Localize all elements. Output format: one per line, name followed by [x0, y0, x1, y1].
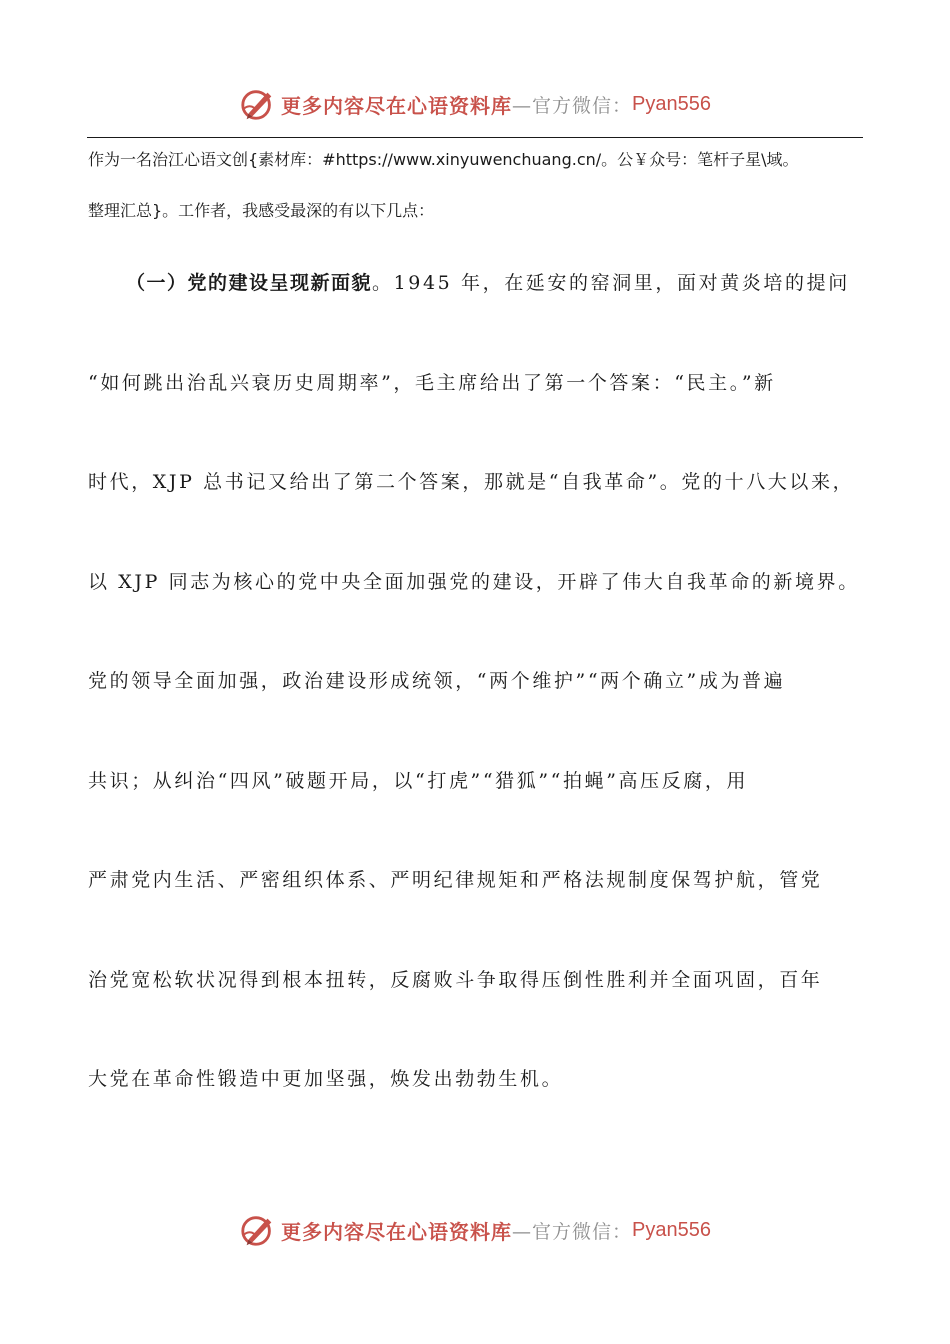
banner-title: 更多内容尽在心语资料库	[281, 1219, 512, 1244]
section-first-line	[126, 268, 878, 295]
section-heading: （一）党的建设呈现新面貌	[126, 272, 373, 294]
section-first-line-text: 。1945 年，在延安的窑洞里，面对黄炎培的提问	[372, 272, 850, 294]
intro-line-1: 作为一名治江心语文创{素材库：#https://www.xinyuwenchuang.cn/。公￥众号：笔杆子星\域。	[88, 150, 799, 169]
paragraph-line: “如何跳出治乱兴衰历史周期率”，毛主席给出了第一个答案：“民主。”新	[88, 372, 776, 394]
banner-title: 更多内容尽在心语资料库	[281, 93, 512, 118]
header-banner	[0, 82, 950, 126]
pen-logo-icon	[239, 1211, 277, 1249]
paragraph-line: 治党宽松软状况得到根本扭转，反腐败斗争取得压倒性胜利并全面巩固，百年	[88, 969, 823, 991]
banner-subtitle: —官方微信：	[512, 1220, 633, 1243]
paragraph-line: 共识；从纠治“四风”破题开局，以“打虎”“猎狐”“拍蝇”高压反腐，用	[88, 770, 749, 792]
banner-wechat-id: Pyan556	[632, 92, 711, 115]
footer-banner	[0, 1208, 950, 1252]
intro-line-2: 整理汇总}。工作者，我感受最深的有以下几点：	[88, 201, 435, 220]
banner-wechat-id: Pyan556	[632, 1218, 711, 1241]
pen-logo-icon	[239, 85, 277, 123]
banner-subtitle: —官方微信：	[512, 94, 633, 117]
header-divider	[87, 137, 863, 138]
paragraph-line: 以 XJP 同志为核心的党中央全面加强党的建设，开辟了伟大自我革命的新境界。	[88, 571, 860, 593]
paragraph-line: 大党在革命性锻造中更加坚强，焕发出勃勃生机。	[88, 1068, 564, 1090]
paragraph-line: 时代，XJP 总书记又给出了第二个答案，那就是“自我革命”。党的十八大以来，	[88, 471, 855, 493]
paragraph-line: 党的领导全面加强，政治建设形成统领，“两个维护”“两个确立”成为普遍	[88, 670, 786, 692]
paragraph-line: 严肃党内生活、严密组织体系、严明纪律规矩和严格法规制度保驾护航，管党	[88, 869, 823, 891]
